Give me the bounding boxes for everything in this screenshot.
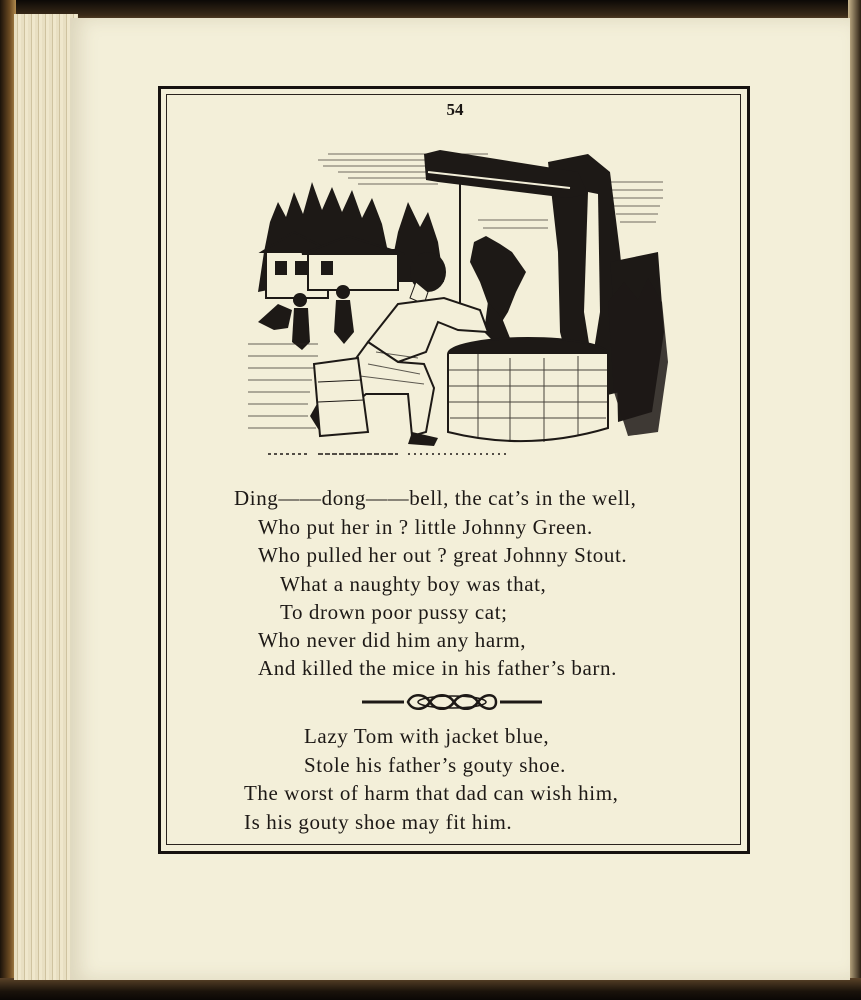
poem-one-line-5: To drown poor pussy cat; — [280, 600, 508, 624]
foliage — [608, 278, 668, 436]
poem-one-line-1: Ding——dong——bell, the cat’s in the well, — [234, 486, 637, 510]
poem-two-line-3: The worst of harm that dad can wish him, — [244, 781, 619, 805]
woodcut-illustration — [248, 132, 668, 462]
poem-one-line-3: Who pulled her out ? great Johnny Stout. — [258, 543, 628, 567]
ground-hatching — [248, 344, 318, 428]
stump — [314, 358, 368, 436]
poem-one-line-2: Who put her in ? little Johnny Green. — [258, 515, 593, 539]
book-cover-bottom-edge — [0, 978, 861, 1000]
poem-one-line-4: What a naughty boy was that, — [280, 572, 547, 596]
page-edges-stack — [14, 14, 78, 980]
well-curb — [448, 338, 608, 442]
poem-two-line-1: Lazy Tom with jacket blue, — [304, 724, 550, 748]
poem-one-line-6: Who never did him any harm, — [258, 628, 527, 652]
poem-one-line-7: And killed the mice in his father’s barn. — [258, 656, 617, 680]
poem-two-line-4: Is his gouty shoe may fit him. — [244, 810, 513, 834]
page-number: 54 — [446, 100, 464, 119]
decorative-divider — [362, 690, 542, 714]
poem-two-line-2: Stole his father’s gouty shoe. — [304, 753, 567, 777]
